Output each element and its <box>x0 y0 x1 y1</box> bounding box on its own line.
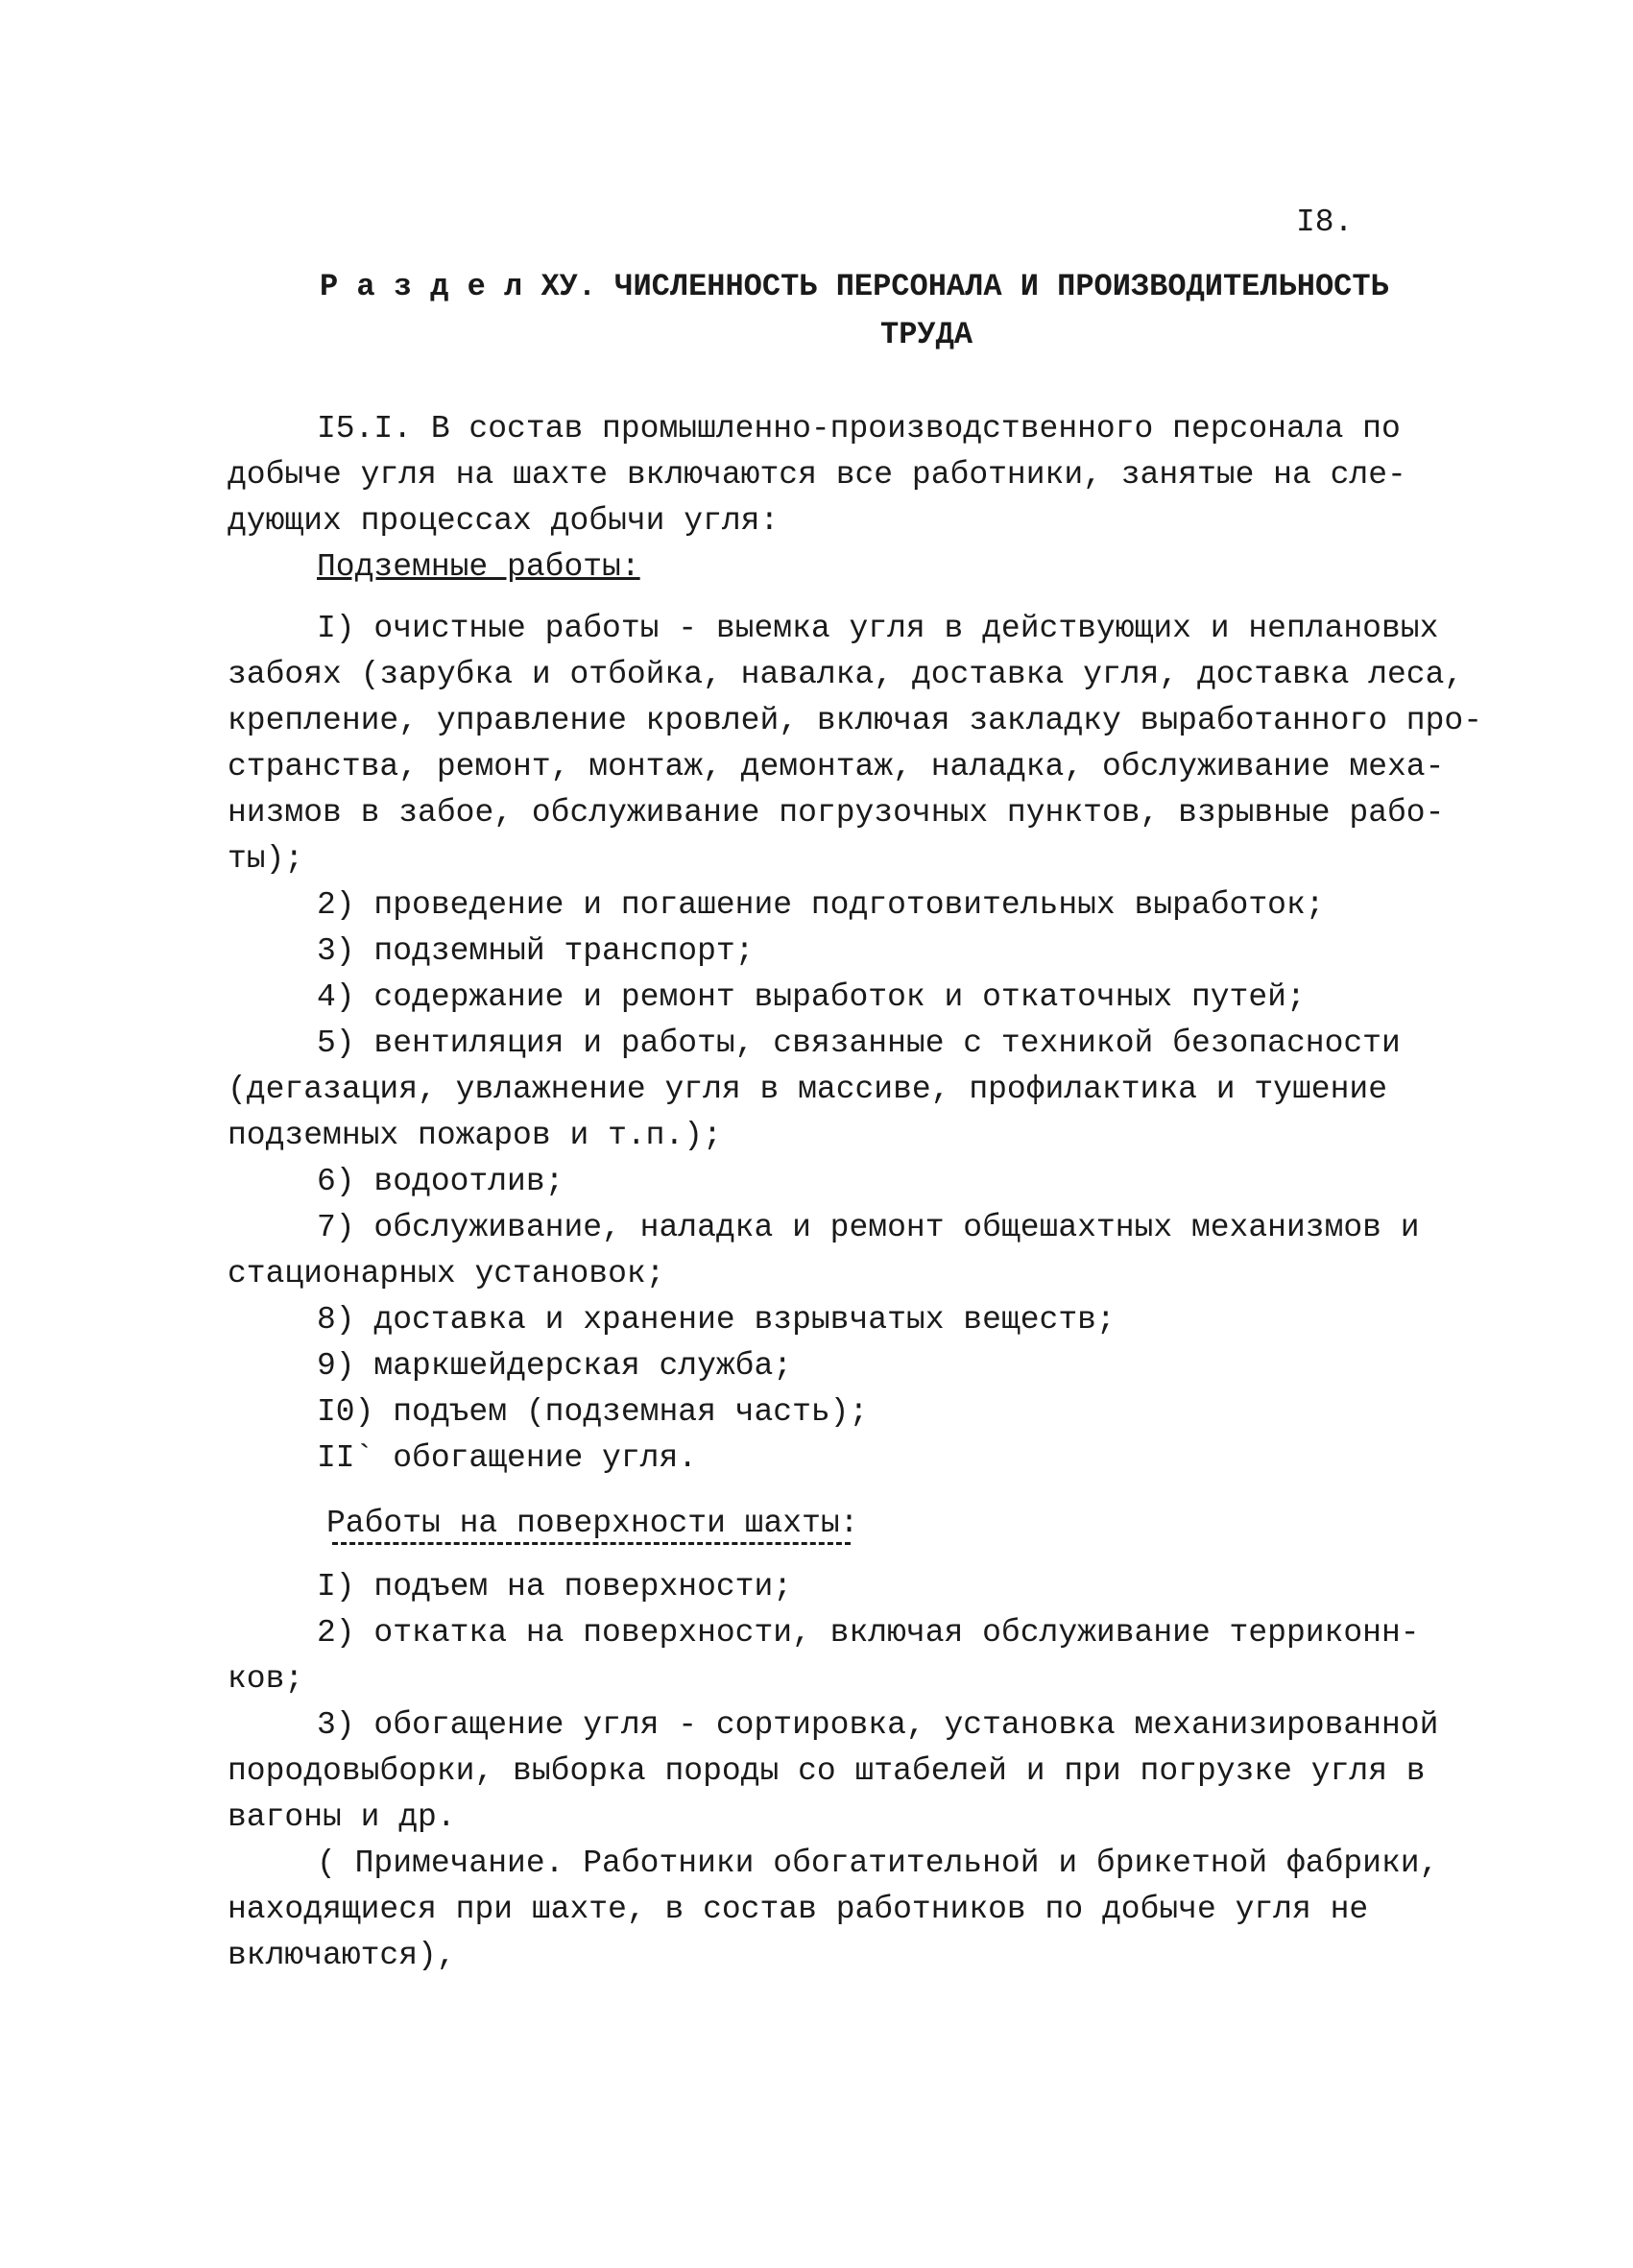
underground-line: 9) маркшейдерская служба; <box>317 1348 793 1384</box>
surface-line: 2) откатка на поверхности, включая обслуживание терриконн- <box>317 1615 1420 1651</box>
surface-line: вагоны и др. <box>228 1799 456 1835</box>
section-heading-line-1: Р а з д е л ХУ. ЧИСЛЕННОСТЬ ПЕРСОНАЛА И ПРОИЗВОДИТЕЛЬНОСТЬ <box>320 269 1389 304</box>
surface-note-line: находящиеся при шахте, в состав работников по добыче угля не <box>228 1892 1369 1927</box>
underground-line: 4) содержание и ремонт выработок и откаточных путей; <box>317 979 1306 1015</box>
underground-line: 6) водоотлив; <box>317 1164 564 1199</box>
underground-line: 2) проведение и погашение подготовительных выработок; <box>317 887 1325 923</box>
underground-line: забоях (зарубка и отбойка, навалка, доставка угля, доставка леса, <box>228 657 1464 692</box>
surface-line: ков; <box>228 1661 304 1697</box>
underground-line: 5) вентиляция и работы, связанные с техникой безопасности <box>317 1025 1401 1061</box>
surface-line: породовыборки, выборка породы со штабелей и при погрузке угля в <box>228 1753 1426 1789</box>
underground-line: ты); <box>228 841 304 877</box>
section-heading-line-2: ТРУДА <box>880 317 973 352</box>
intro-line-1: I5.I. В состав промышленно-производственного персонала по <box>317 411 1401 446</box>
underground-line: I0) подъем (подземная часть); <box>317 1394 869 1430</box>
underground-line: стационарных установок; <box>228 1256 665 1291</box>
underground-line: 3) подземный транспорт; <box>317 933 755 969</box>
intro-line-2: добыче угля на шахте включаются все работники, занятые на сле- <box>228 457 1406 493</box>
surface-title-dashed-underline <box>332 1542 851 1545</box>
underground-line: 7) обслуживание, наладка и ремонт общешахтных механизмов и <box>317 1210 1420 1245</box>
surface-note-line: ( Примечание. Работники обогатительной и брикетной фабрики, <box>317 1846 1439 1881</box>
underground-title: Подземные работы: <box>317 549 640 585</box>
page-number: I8. <box>1296 205 1354 240</box>
underground-line: странства, ремонт, монтаж, демонтаж, наладка, обслуживание меха- <box>228 749 1445 784</box>
underground-line: 8) доставка и хранение взрывчатых веществ; <box>317 1302 1116 1338</box>
underground-line: подземных пожаров и т.п.); <box>228 1118 722 1153</box>
underground-line: II` обогащение угля. <box>317 1440 698 1476</box>
underground-line: крепление, управление кровлей, включая закладку выработанного про- <box>228 703 1483 738</box>
surface-note-line: включаются), <box>228 1938 456 1973</box>
underground-line: низмов в забое, обслуживание погрузочных пунктов, взрывные рабо- <box>228 795 1445 831</box>
underground-line: (дегазация, увлажнение угля в массиве, профилактика и тушение <box>228 1072 1387 1107</box>
surface-title: Работы на поверхности шахты: <box>326 1506 859 1541</box>
intro-line-3: дующих процессах добычи угля: <box>228 503 780 539</box>
underground-line: I) очистные работы - выемка угля в действующих и неплановых <box>317 611 1439 646</box>
surface-line: 3) обогащение угля - сортировка, установка механизированной <box>317 1707 1439 1743</box>
surface-line: I) подъем на поверхности; <box>317 1569 793 1604</box>
